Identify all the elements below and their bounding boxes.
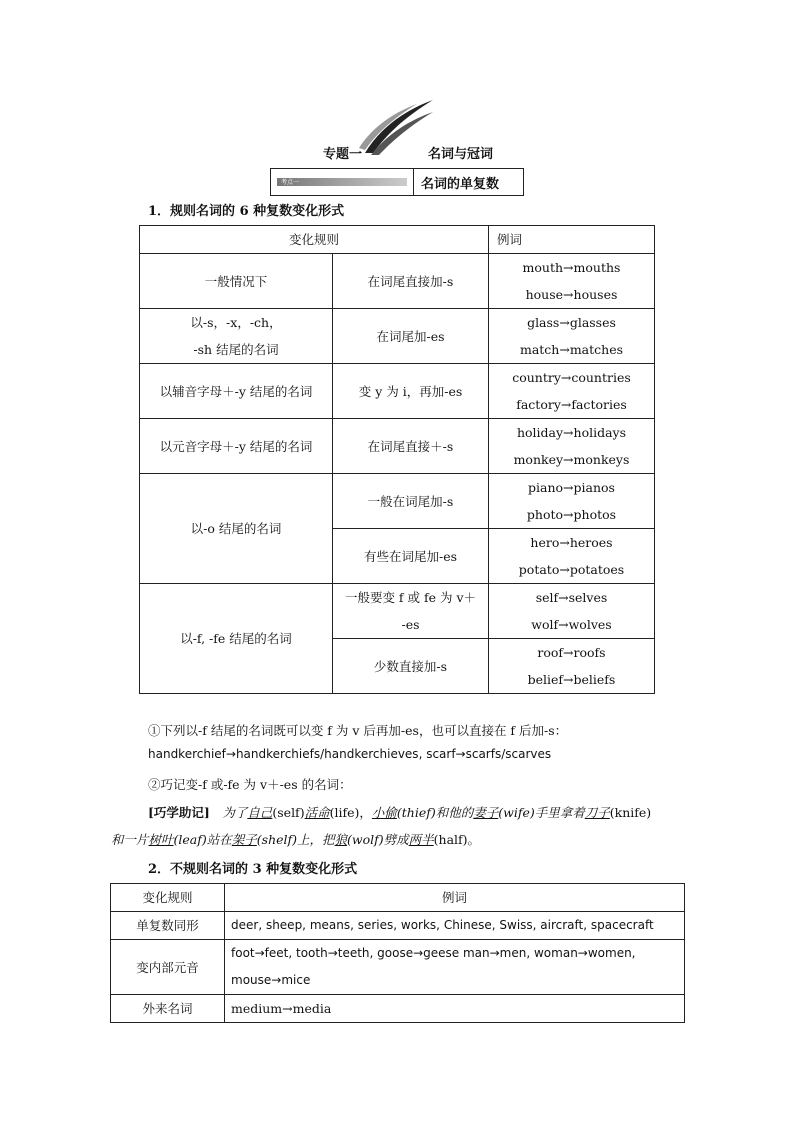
keyword: 两半 xyxy=(408,832,434,847)
regular-plural-table xyxy=(139,225,655,694)
example: house→houses xyxy=(525,287,618,302)
irr-row3-rule: 外来名词 xyxy=(111,995,225,1023)
example: match→matches xyxy=(519,342,624,357)
example: photo→photos xyxy=(526,507,617,522)
keyword: 树叶 xyxy=(148,832,174,847)
irr-row1-example: deer, sheep, means, series, works, Chinese, Swiss, aircraft, spacecraft xyxy=(225,912,685,940)
keyword: 小偷 xyxy=(371,805,397,820)
row2-examples xyxy=(489,309,655,364)
row3-examples xyxy=(489,364,655,419)
example-line: mouse→mice xyxy=(231,973,311,987)
irregular-plural-table xyxy=(110,883,685,1023)
note-1: ①下列以-f 结尾的名词既可以变 f 为 v 后再加-es，也可以直接在 f 后加-s： xyxy=(148,723,568,738)
row6b-rule: 少数直接加-s xyxy=(333,639,489,694)
example: wolf→wolves xyxy=(531,617,612,632)
text: (wife)手里拿着 xyxy=(498,805,585,820)
row6a-rule xyxy=(333,584,489,639)
example: glass→glasses xyxy=(527,315,616,330)
keyword: 活命 xyxy=(304,805,330,820)
irr-header-example: 例词 xyxy=(225,884,685,912)
row5a-rule: 一般在词尾加-s xyxy=(333,474,489,529)
row6-type: 以-f, -fe 结尾的名词 xyxy=(140,584,333,694)
example: potato→potatoes xyxy=(518,562,625,577)
mnemonic-line-1 xyxy=(148,803,651,821)
header-example: 例词 xyxy=(489,226,655,254)
row6b-examples xyxy=(489,639,655,694)
row5a-examples xyxy=(489,474,655,529)
type-line: 以-s，-x，-ch， xyxy=(190,315,282,330)
type-line: -sh 结尾的名词 xyxy=(193,342,279,357)
example: belief→beliefs xyxy=(527,672,616,687)
keyword: 自己 xyxy=(247,805,273,820)
row2-rule: 在词尾加-es xyxy=(333,309,489,364)
example: factory→factories xyxy=(516,397,627,412)
text: (half)。 xyxy=(433,832,481,847)
section-title: 名词的单复数 xyxy=(421,177,500,192)
row4-rule: 在词尾直接＋-s xyxy=(333,419,489,474)
row6a-examples xyxy=(489,584,655,639)
row5b-rule: 有些在词尾加-es xyxy=(333,529,489,584)
irr-row2-example xyxy=(225,940,685,995)
example-line: foot→feet, tooth→teeth, goose→geese man→men, woman→women, xyxy=(231,946,636,960)
example: monkey→monkeys xyxy=(513,452,630,467)
text: 和一片 xyxy=(111,832,149,847)
row5b-examples xyxy=(489,529,655,584)
example: self→selves xyxy=(535,590,608,605)
mnemonic-tag: [巧学助记] xyxy=(148,805,210,820)
note-3: ②巧记变-f 或-fe 为 v＋-es 的名词： xyxy=(148,777,352,792)
row5-type: 以-o 结尾的名词 xyxy=(140,474,333,584)
irr-row3-example: medium→media xyxy=(225,995,685,1023)
irr-header-rule: 变化规则 xyxy=(111,884,225,912)
example: mouth→mouths xyxy=(522,260,621,275)
example: holiday→holidays xyxy=(516,425,627,440)
example: hero→heroes xyxy=(530,535,613,550)
section-box xyxy=(270,168,524,196)
part2-heading: 2．不规则名词的 3 种复数变化形式 xyxy=(148,862,358,877)
rule-line: -es xyxy=(401,617,420,632)
section-bar xyxy=(277,178,407,186)
keyword: 刀子 xyxy=(584,805,610,820)
rule-line: 一般要变 f 或 fe 为 v＋ xyxy=(344,590,477,605)
keyword: 架子 xyxy=(231,832,257,847)
text: (life)， xyxy=(329,805,372,820)
text: (shelf)上，把 xyxy=(256,832,335,847)
row3-rule: 变 y 为 i，再加-es xyxy=(333,364,489,419)
row2-type xyxy=(140,309,333,364)
text: 为了 xyxy=(209,805,248,820)
row1-rule: 在词尾直接加-s xyxy=(333,254,489,309)
swoosh-logo-icon xyxy=(355,98,435,158)
example: piano→pianos xyxy=(528,480,615,495)
row3-type: 以辅音字母＋-y 结尾的名词 xyxy=(140,364,333,419)
row1-examples xyxy=(489,254,655,309)
text: (thief)和他的 xyxy=(396,805,474,820)
row4-type: 以元音字母＋-y 结尾的名词 xyxy=(140,419,333,474)
topic-title: 名词与冠词 xyxy=(428,147,494,162)
topic-label: 专题一 xyxy=(323,147,363,162)
row4-examples xyxy=(489,419,655,474)
example: country→countries xyxy=(512,370,631,385)
keyword: 妻子 xyxy=(473,805,499,820)
part1-heading: 1．规则名词的 6 种复数变化形式 xyxy=(148,204,345,219)
mnemonic-line-2 xyxy=(111,830,480,848)
row1-type: 一般情况下 xyxy=(140,254,333,309)
irr-row2-rule: 变内部元音 xyxy=(111,940,225,995)
section-bar-text: 考点一 xyxy=(281,179,300,186)
note-2: handkerchief→handkerchiefs/handkerchieves, scarf→scarfs/scarves xyxy=(148,747,552,761)
example: roof→roofs xyxy=(537,645,606,660)
irr-row1-rule: 单复数同形 xyxy=(111,912,225,940)
text: (leaf)站在 xyxy=(173,832,232,847)
section-badge xyxy=(271,169,414,195)
header-rule: 变化规则 xyxy=(140,226,489,254)
keyword: 狼 xyxy=(334,832,348,847)
text: (self) xyxy=(272,805,305,820)
text: (knife) xyxy=(609,805,652,820)
text: (wolf)劈成 xyxy=(347,832,409,847)
